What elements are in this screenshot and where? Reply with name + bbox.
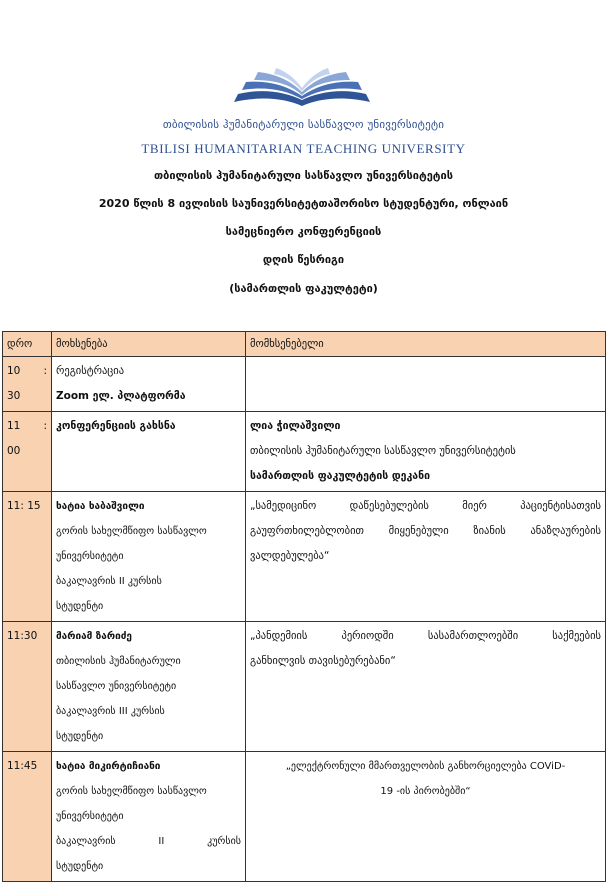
time-cell: 11:45 (3, 752, 52, 882)
time-hour: 10 (7, 365, 21, 377)
topic-line: „სამედიცინო დაწესებულების მიერ პაციენტისათვის (250, 500, 601, 512)
speaker-name: ხატია მიკირტიჩიანი (56, 761, 161, 772)
schedule-header-row (3, 332, 606, 357)
schedule-row-registration (3, 357, 606, 412)
header-speaker: მომხსენებელი (246, 332, 606, 357)
topic-line: ვალდებულება“ (250, 550, 330, 562)
time-cell: 11:30 (3, 622, 52, 752)
schedule-row-1115 (3, 492, 606, 622)
speaker-cell (52, 752, 246, 882)
document-title-line-3: სამეცნიერო კონფერენციის (225, 225, 382, 238)
speaker-affiliation-line: თბილისის ჰუმანიტარული (56, 656, 181, 667)
report-platform: Zoom ელ. პლატფორმა (56, 390, 186, 402)
document-title-faculty: (სამართლის ფაკულტეტი) (229, 282, 378, 295)
time-hour: 11 (7, 420, 21, 432)
speaker-course: ბაკალავრის III კურსის (56, 706, 165, 717)
topic-line: განხილვის თავისებურებანი“ (250, 655, 396, 667)
time-colon: : (43, 420, 47, 432)
speaker-status: სტუდენტი (56, 731, 104, 742)
university-logo-book-icon (232, 66, 372, 108)
speaker-cell (246, 412, 606, 492)
header-report: მოხსენება (52, 332, 246, 357)
speaker-name: ლია ჭილაშვილი (250, 420, 341, 432)
speaker-cell-empty (246, 357, 606, 412)
speaker-affiliation-line: უნივერსიტეტი (56, 551, 124, 562)
time-minute: 00 (7, 445, 21, 457)
speaker-position: სამართლის ფაკულტეტის დეკანი (250, 470, 430, 482)
speaker-course: ბაკალავრის II კურსის (56, 836, 241, 847)
speaker-name: მარიამ ზარიძე (56, 631, 132, 642)
time-cell: 11: 15 (3, 492, 52, 622)
document-title-line-2: 2020 წლის 8 ივლისის საუნივერსიტეტთაშორისო სტუდენტური, ონლაინ (98, 197, 509, 210)
schedule-row-1130 (3, 622, 606, 752)
schedule-row-1145 (3, 752, 606, 882)
time-minute: 30 (7, 390, 21, 402)
time-colon: : (43, 365, 47, 377)
header-time: დრო (3, 332, 52, 357)
speaker-affiliation-line: გორის სახელმწიფო სასწავლო (56, 526, 207, 537)
time-cell (3, 357, 52, 412)
report-opening: კონფერენციის გახსნა (56, 420, 176, 432)
report-cell (52, 412, 246, 492)
speaker-cell (52, 492, 246, 622)
speaker-affiliation-line: გორის სახელმწიფო სასწავლო (56, 786, 207, 797)
university-name-georgian: თბილისის ჰუმანიტარული სასწავლო უნივერსიტეტი (162, 118, 445, 131)
topic-line: „პანდემიის პერიოდში სასამართლოებში საქმეების (250, 630, 601, 642)
university-name-english: TBILISI HUMANITARIAN TEACHING UNIVERSITY (141, 141, 466, 156)
speaker-name: ხატია ხაბაშვილი (56, 501, 145, 512)
speaker-cell (52, 622, 246, 752)
document-title-line-1: თბილისის ჰუმანიტარული სასწავლო უნივერსიტეტის (154, 169, 453, 182)
topic-cell (246, 622, 606, 752)
schedule-table (2, 331, 606, 882)
document-title-agenda: დღის წესრიგი (262, 253, 345, 266)
topic-cell (246, 492, 606, 622)
speaker-status: სტუდენტი (56, 601, 104, 612)
topic-cell (246, 752, 606, 882)
speaker-affiliation: თბილისის ჰუმანიტარული სასწავლო უნივერსიტეტის (250, 445, 516, 457)
topic-line: 19 -ის პირობებში“ (380, 786, 471, 797)
report-cell (52, 357, 246, 412)
topic-line: გაუფრთხილებლობით მიყენებული ზიანის ანაზღაურების (250, 525, 601, 537)
speaker-affiliation-line: სასწავლო უნივერსიტეტი (56, 681, 177, 692)
speaker-course: ბაკალავრის II კურსის (56, 576, 162, 587)
speaker-affiliation-line: უნივერსიტეტი (56, 811, 124, 822)
schedule-row-opening (3, 412, 606, 492)
report-registration: რეგისტრაცია (56, 365, 125, 377)
topic-line: „ელექტრონული მმართველობის განხორციელება COViD- (285, 761, 566, 772)
time-cell (3, 412, 52, 492)
speaker-status: სტუდენტი (56, 861, 104, 872)
